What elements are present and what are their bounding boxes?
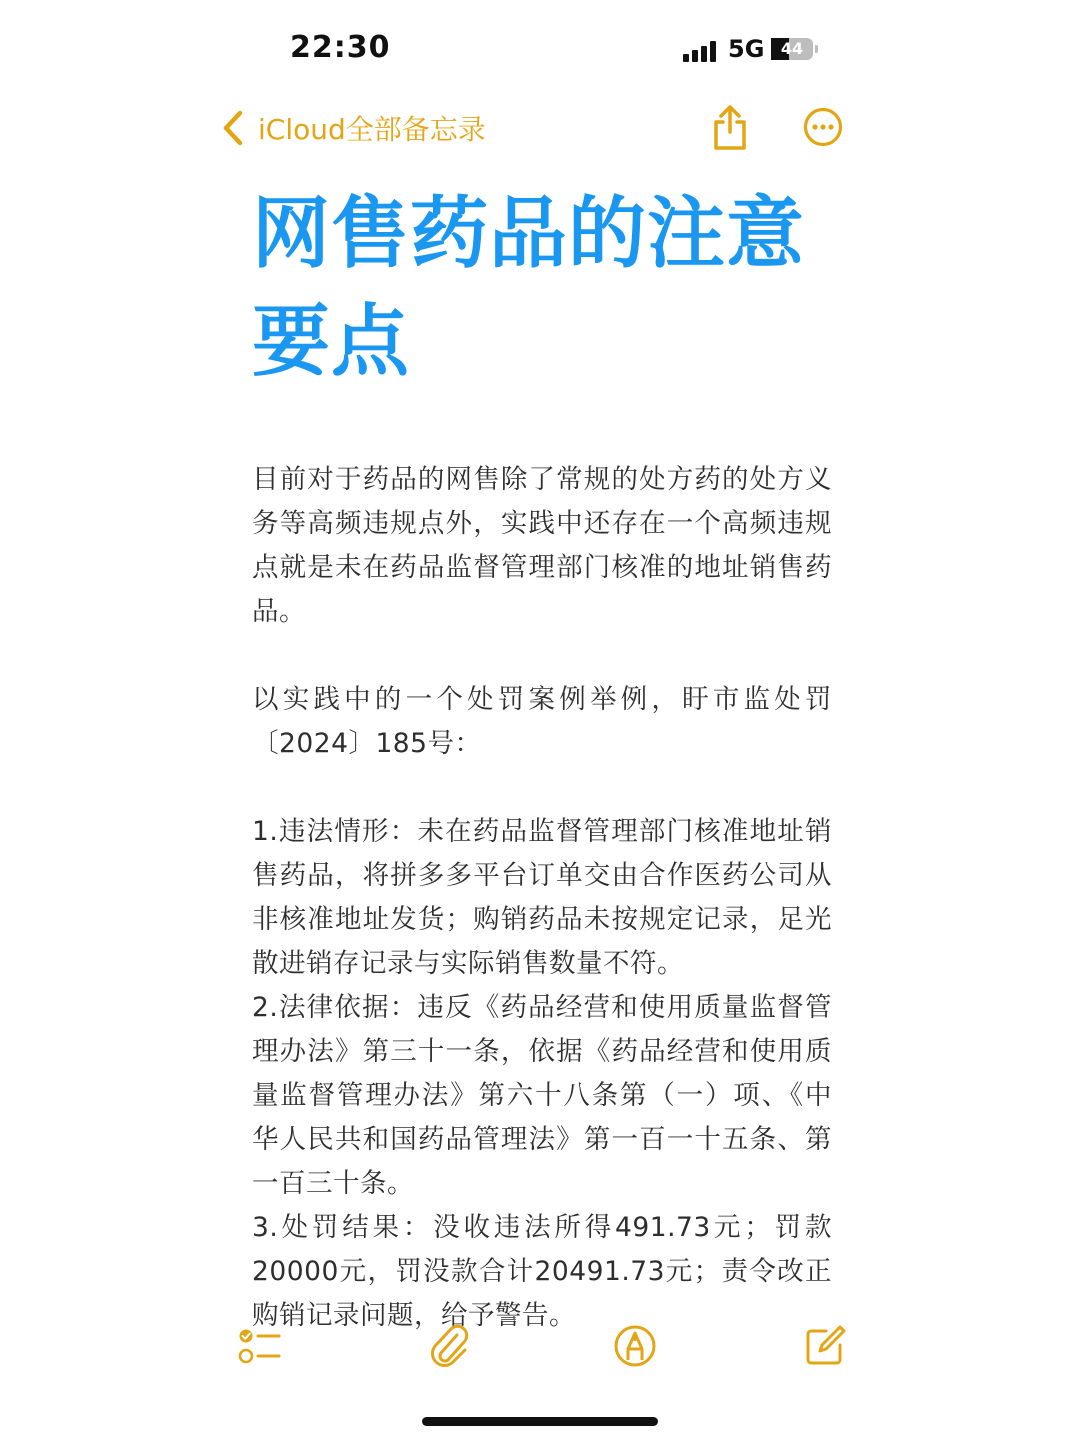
note-title-line-1: 网售药品的注意	[252, 189, 806, 279]
compose-icon	[802, 1323, 848, 1369]
more-button[interactable]	[803, 107, 843, 147]
signal-icon	[683, 40, 719, 62]
back-button-label: iCloud全部备忘录	[258, 113, 486, 146]
note-title-line-2: 要点	[252, 297, 411, 387]
paperclip-icon	[427, 1323, 473, 1369]
checklist-button[interactable]	[237, 1323, 283, 1369]
back-button[interactable]	[222, 108, 486, 148]
status-time: 22:30	[290, 30, 391, 65]
compose-button[interactable]	[802, 1323, 848, 1369]
network-type: 5G	[728, 35, 765, 63]
more-options-icon	[803, 107, 843, 147]
markup-pen-icon	[612, 1323, 658, 1369]
note-paragraph-penalty: 3.处罚结果：没收违法所得491.73元；罚款20000元，罚没款合计20491.73元；责令改正购销记录问题，给予警告。	[252, 1212, 832, 1331]
note-paragraph-case: 以实践中的一个处罚案例举例，盱市监处罚〔2024〕185号：	[252, 684, 832, 759]
note-paragraph-intro: 目前对于药品的网售除了常规的处方药的处方义务等高频违规点外，实践中还存在一个高频违规点就是未在药品监督管理部门核准的地址销售药品。	[252, 464, 832, 627]
note-paragraph-violation: 1.违法情形：未在药品监督管理部门核准地址销售药品，将拼多多平台订单交由合作医药公司从非核准地址发货；购销药品未按规定记录，足光散进销存记录与实际销售数量不符。	[252, 816, 832, 979]
attachment-button[interactable]	[427, 1323, 473, 1369]
home-indicator[interactable]	[422, 1417, 658, 1426]
markup-button[interactable]	[612, 1323, 658, 1369]
share-button[interactable]	[708, 104, 752, 152]
status-bar	[0, 0, 1080, 90]
battery-icon	[771, 38, 813, 60]
battery-cap	[815, 45, 818, 53]
note-paragraph-legal-basis: 2.法律依据：违反《药品经营和使用质量监督管理办法》第三十一条，依据《药品经营和使用质量监督管理办法》第六十八条第（一）项、《中华人民共和国药品管理法》第一百一十五条、第一百三十条。	[252, 992, 832, 1199]
note-title	[252, 180, 832, 396]
checklist-icon	[237, 1323, 283, 1369]
note-body[interactable]	[252, 180, 832, 1331]
share-icon	[708, 104, 752, 152]
chevron-left-icon	[222, 110, 244, 146]
battery-level: 44	[780, 39, 804, 58]
